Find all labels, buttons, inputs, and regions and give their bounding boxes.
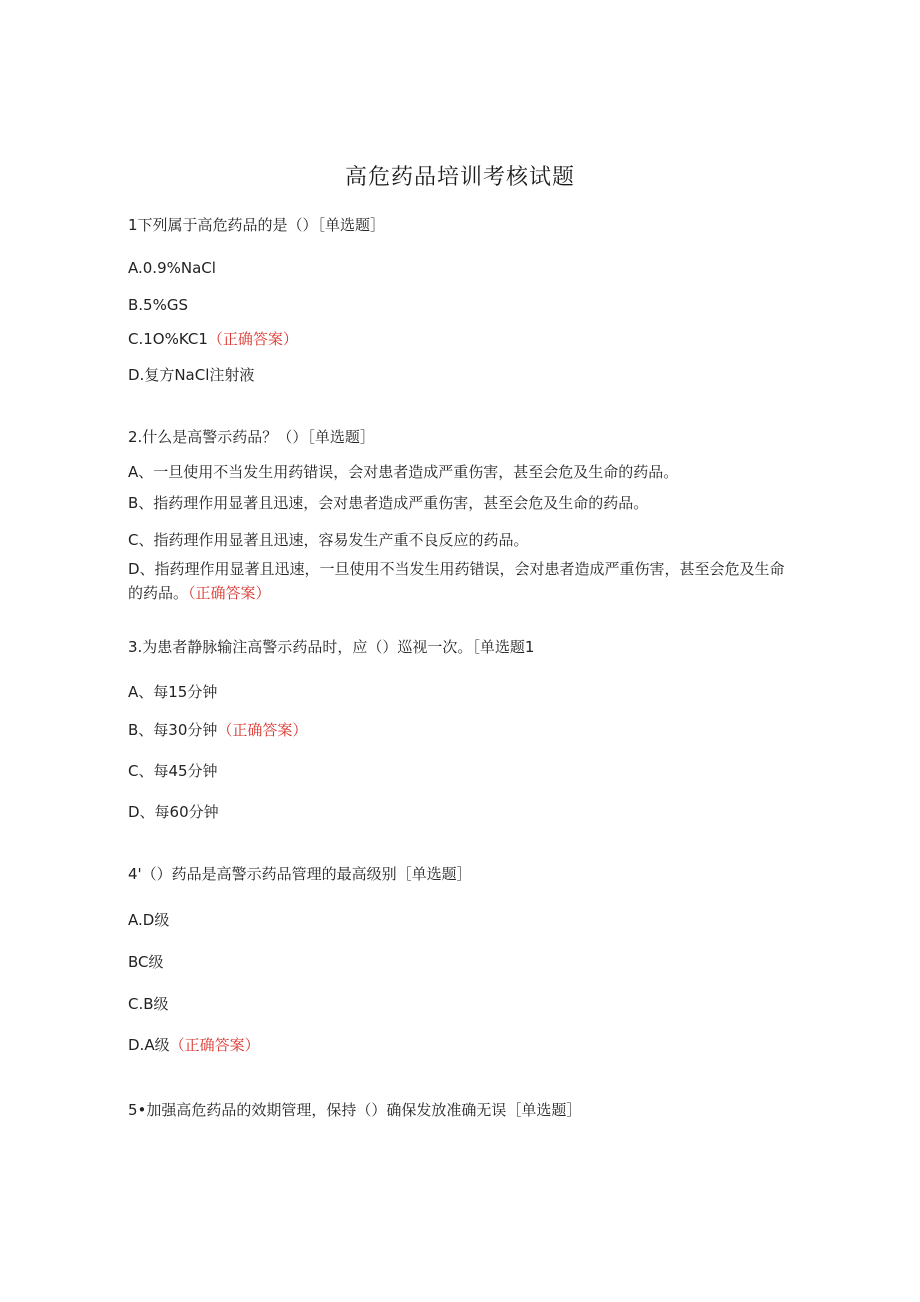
correct-answer-mark: （正确答案） [207,330,298,348]
question-4-option-a: A.D级 [128,911,170,929]
question-1-option-c [128,329,298,349]
question-4-stem: 4'（）药品是高警示药品管理的最高级别［单选题］ [128,865,472,883]
question-4-option-d [128,1035,260,1055]
question-2-option-d [128,557,788,605]
question-2-stem: 2.什么是高警示药品？（）［单选题］ [128,428,375,446]
question-2-option-c: C、指药理作用显著且迅速，容易发生产重不良反应的药品。 [128,531,529,549]
page-title: 高危药品培训考核试题 [344,165,575,190]
question-3-option-b [128,720,307,740]
question-1-stem: 1下列属于高危药品的是（）［单选题］ [128,216,386,234]
question-4-option-b: BC级 [128,953,164,971]
question-1-option-a: A.0.9%NaCl [128,259,216,277]
option-text: B、每30分钟 [128,721,218,739]
question-3-option-d: D、每60分钟 [128,803,219,821]
correct-answer-mark: （正确答案） [188,584,271,602]
option-text: C.1O%KC1 [128,330,208,348]
option-text: D、指药理作用显著且迅速，一旦使用不当发生用药错误，会对患者造成严重伤害，甚至会危及生命的药品。 [128,560,785,602]
option-text: D.A级 [128,1036,170,1054]
question-1-option-b: B.5%GS [128,296,188,314]
question-3-stem: 3.为患者静脉输注高警示药品时，应（）巡视一次。［单选题1 [128,638,535,656]
correct-answer-mark: （正确答案） [217,721,308,739]
question-5-stem: 5•加强高危药品的效期管理，保持（）确保发放准确无误［单选题］ [128,1101,582,1119]
question-4-option-c: C.B级 [128,995,169,1013]
question-2-option-a: A、一旦使用不当发生用药错误，会对患者造成严重伤害，甚至会危及生命的药品。 [128,463,679,481]
correct-answer-mark: （正确答案） [169,1036,260,1054]
question-1-option-d: D.复方NaCl注射液 [128,366,255,384]
question-3-option-c: C、每45分钟 [128,762,218,780]
question-3-option-a: A、每15分钟 [128,683,218,701]
question-2-option-b: B、指药理作用显著且迅速，会对患者造成严重伤害，甚至会危及生命的药品。 [128,494,649,512]
